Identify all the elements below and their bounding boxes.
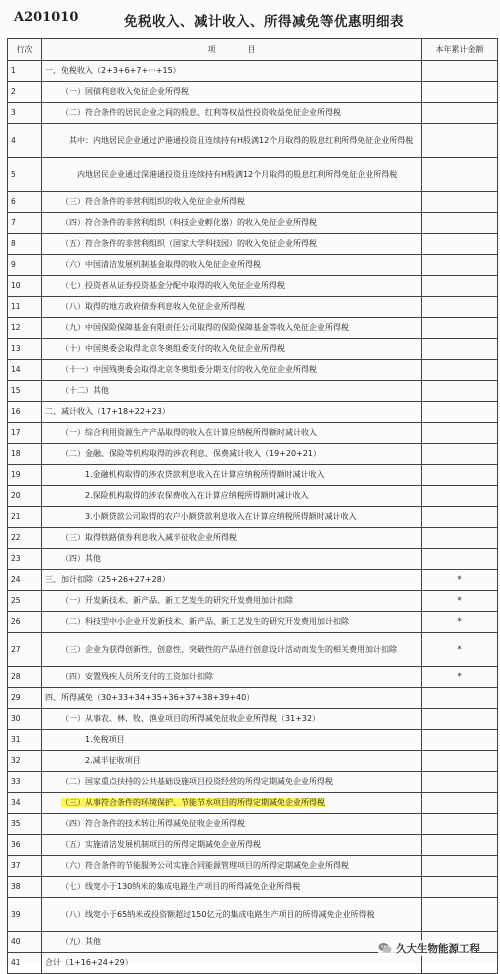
item-label: （二）符合条件的居民企业之间的股息、红利等权益性投资收益免征企业所得税 xyxy=(61,108,341,117)
item-cell xyxy=(42,730,422,751)
row-number: 24 xyxy=(11,575,21,584)
item-cell xyxy=(42,856,422,877)
row-number: 9 xyxy=(11,260,16,269)
row-number: 6 xyxy=(11,197,16,206)
table-row xyxy=(8,103,498,124)
table-row xyxy=(8,318,498,339)
row-number-cell xyxy=(8,423,42,444)
row-number: 31 xyxy=(11,735,21,744)
amount-cell[interactable] xyxy=(422,709,498,730)
item-cell xyxy=(42,591,422,612)
item-label: 2.保险机构取得的涉农保费收入在计算应纳税所得额时减计收入 xyxy=(85,491,309,500)
row-number-cell xyxy=(8,507,42,528)
amount-cell[interactable] xyxy=(422,444,498,465)
table-row xyxy=(8,276,498,297)
table-row xyxy=(8,751,498,772)
row-number-cell xyxy=(8,591,42,612)
table-row xyxy=(8,402,498,423)
amount-cell[interactable] xyxy=(422,486,498,507)
item-cell xyxy=(42,61,422,82)
amount-cell[interactable] xyxy=(422,465,498,486)
row-number: 2 xyxy=(11,87,16,96)
row-number: 32 xyxy=(11,756,21,765)
row-number: 16 xyxy=(11,407,21,416)
item-label: （四）其他 xyxy=(61,554,101,563)
form-code: A201010 xyxy=(14,10,79,25)
item-cell xyxy=(42,877,422,898)
preference-detail-table xyxy=(7,38,498,974)
item-label: 其中：内地居民企业通过沪港通投资且连续持有H股满12个月取得的股息红利所得免征企业所得税 xyxy=(69,135,414,145)
row-number: 10 xyxy=(11,281,21,290)
amount-cell[interactable] xyxy=(422,234,498,255)
item-label: （二）科技型中小企业开发新技术、新产品、新工艺发生的研究开发费用加计扣除 xyxy=(61,617,349,626)
item-cell xyxy=(42,255,422,276)
amount-cell[interactable] xyxy=(422,751,498,772)
item-cell xyxy=(42,688,422,709)
row-number: 1 xyxy=(11,66,16,75)
row-number-cell xyxy=(8,688,42,709)
item-label: 1.金融机构取得的涉农贷款利息收入在计算应纳税所得额时减计收入 xyxy=(85,470,325,479)
row-number: 39 xyxy=(11,909,21,919)
row-number-cell xyxy=(8,297,42,318)
amount-cell[interactable] xyxy=(422,507,498,528)
table-row xyxy=(8,570,498,591)
form-title: 免税收入、减计收入、所得减免等优惠明细表 xyxy=(124,14,404,30)
amount-cell[interactable] xyxy=(422,612,498,633)
column-header-item: 项 目 xyxy=(42,39,422,61)
row-number: 3 xyxy=(11,108,16,117)
row-number-cell xyxy=(8,953,42,974)
amount-cell[interactable] xyxy=(422,528,498,549)
table-row xyxy=(8,360,498,381)
amount-cell[interactable] xyxy=(422,570,498,591)
row-number-cell xyxy=(8,793,42,814)
item-label: （一）从事农、林、牧、渔业项目的所得减免征收企业所得税（31+32） xyxy=(61,714,321,723)
row-number-cell xyxy=(8,730,42,751)
row-number-cell xyxy=(8,751,42,772)
row-number: 40 xyxy=(11,937,21,946)
form-header xyxy=(14,10,490,28)
row-number-cell xyxy=(8,124,42,158)
row-number: 4 xyxy=(11,135,16,145)
item-cell xyxy=(42,528,422,549)
item-cell xyxy=(42,192,422,213)
item-cell xyxy=(42,465,422,486)
amount-cell[interactable] xyxy=(422,276,498,297)
item-label: （三）从事符合条件的环境保护、节能节水项目的所得定期减免企业所得税 xyxy=(61,798,325,807)
amount-cell[interactable] xyxy=(422,61,498,82)
amount-cell[interactable] xyxy=(422,255,498,276)
row-number: 19 xyxy=(11,470,21,479)
table-row xyxy=(8,591,498,612)
item-label: （十）中国奥委会取得北京冬奥组委支付的收入免征企业所得税 xyxy=(61,344,285,353)
item-label: （八）取得的地方政府债券利息收入免征企业所得税 xyxy=(61,302,245,311)
amount-cell[interactable] xyxy=(422,633,498,667)
item-label: （三）取得铁路债券利息收入减半征收企业所得税 xyxy=(61,533,237,542)
table-row xyxy=(8,61,498,82)
item-label: （二）国家重点扶持的公共基础设施项目投资经营的所得定期减免企业所得税 xyxy=(61,777,333,786)
row-number-cell xyxy=(8,82,42,103)
amount-cell[interactable] xyxy=(422,360,498,381)
item-cell xyxy=(42,814,422,835)
row-number-cell xyxy=(8,444,42,465)
item-cell xyxy=(42,932,422,953)
item-label: （四）符合条件的技术转让所得减免征收企业所得税 xyxy=(61,819,245,828)
item-label: （五）实施清洁发展机制项目的所得定期减免企业所得税 xyxy=(61,840,261,849)
table-row xyxy=(8,730,498,751)
row-number-cell xyxy=(8,612,42,633)
table-row xyxy=(8,192,498,213)
row-number: 20 xyxy=(11,491,21,500)
table-row xyxy=(8,158,498,192)
row-number-cell xyxy=(8,528,42,549)
table-row xyxy=(8,507,498,528)
item-label: （六）中国清洁发展机制基金取得的收入免征企业所得税 xyxy=(61,260,261,269)
row-number: 5 xyxy=(11,169,16,179)
item-cell xyxy=(42,612,422,633)
row-number-cell xyxy=(8,835,42,856)
item-cell xyxy=(42,360,422,381)
row-number-cell xyxy=(8,402,42,423)
item-cell xyxy=(42,633,422,667)
row-number-cell xyxy=(8,633,42,667)
table-header-row xyxy=(8,39,498,61)
table-row xyxy=(8,82,498,103)
row-number: 22 xyxy=(11,533,21,542)
table-row xyxy=(8,486,498,507)
item-cell xyxy=(42,318,422,339)
column-header-row-number: 行次 xyxy=(8,39,42,61)
row-number: 25 xyxy=(11,596,21,605)
item-label: （十一）中国残奥委会取得北京冬奥组委分期支付的收入免征企业所得税 xyxy=(61,365,317,374)
row-number-cell xyxy=(8,318,42,339)
row-number-cell xyxy=(8,103,42,124)
item-label: （一）开发新技术、新产品、新工艺发生的研究开发费用加计扣除 xyxy=(61,596,293,605)
amount-cell[interactable] xyxy=(422,318,498,339)
table-row xyxy=(8,612,498,633)
item-cell xyxy=(42,570,422,591)
table-row xyxy=(8,549,498,570)
row-number-cell xyxy=(8,276,42,297)
table-row xyxy=(8,465,498,486)
item-label: （三）企业为获得创新性、创意性、突破性的产品进行创意设计活动而发生的相关费用加计扣除 xyxy=(61,644,397,654)
item-cell xyxy=(42,507,422,528)
item-label: （七）线宽小于130纳米的集成电路生产项目的所得减免企业所得税 xyxy=(61,882,301,891)
item-label: （八）线宽小于65纳米或投资额超过150亿元的集成电路生产项目的所得减免企业所得税 xyxy=(61,909,375,919)
amount-cell[interactable] xyxy=(422,192,498,213)
row-number: 35 xyxy=(11,819,21,828)
item-cell xyxy=(42,124,422,158)
row-number: 21 xyxy=(11,512,21,521)
table-row xyxy=(8,255,498,276)
item-label: （三）符合条件的非营利组织的收入免征企业所得税 xyxy=(61,197,245,206)
row-number: 37 xyxy=(11,861,21,870)
item-label: （四）符合条件的非营利组织（科技企业孵化器）的收入免征企业所得税 xyxy=(61,218,317,227)
item-label: （二）金融、保险等机构取得的涉农利息、保费减计收入（19+20+21） xyxy=(61,449,321,458)
row-number-cell xyxy=(8,61,42,82)
row-number-cell xyxy=(8,158,42,192)
amount-cell[interactable] xyxy=(422,213,498,234)
item-cell xyxy=(42,898,422,932)
amount-cell[interactable] xyxy=(422,82,498,103)
table-row xyxy=(8,898,498,932)
table-row xyxy=(8,213,498,234)
item-label: （六）符合条件的节能服务公司实施合同能源管理项目的所得定期减免企业所得税 xyxy=(61,861,349,870)
table-row xyxy=(8,528,498,549)
amount-cell[interactable] xyxy=(422,103,498,124)
amount-cell[interactable] xyxy=(422,158,498,192)
row-number-cell xyxy=(8,255,42,276)
item-label: 2.减半征收项目 xyxy=(85,756,141,765)
row-number-cell xyxy=(8,213,42,234)
row-number: 7 xyxy=(11,218,16,227)
item-label: （七）投资者从证券投资基金分配中取得的收入免征企业所得税 xyxy=(61,281,285,290)
table-row xyxy=(8,772,498,793)
row-number: 30 xyxy=(11,714,21,723)
item-cell xyxy=(42,402,422,423)
row-number: 17 xyxy=(11,428,21,437)
amount-cell[interactable] xyxy=(422,856,498,877)
wechat-icon xyxy=(378,942,392,954)
item-label: 四、所得减免（30+33+34+35+36+37+38+39+40） xyxy=(45,693,255,702)
table-row xyxy=(8,814,498,835)
item-cell xyxy=(42,667,422,688)
item-cell xyxy=(42,444,422,465)
row-number: 11 xyxy=(11,302,21,311)
row-number-cell xyxy=(8,709,42,730)
table-body xyxy=(8,61,498,974)
item-cell xyxy=(42,486,422,507)
amount-cell[interactable] xyxy=(422,877,498,898)
watermark xyxy=(378,940,480,956)
item-cell xyxy=(42,835,422,856)
item-cell xyxy=(42,276,422,297)
item-cell xyxy=(42,793,422,814)
item-cell xyxy=(42,953,422,974)
amount-value: * xyxy=(457,575,462,585)
table-row xyxy=(8,667,498,688)
row-number-cell xyxy=(8,814,42,835)
table-row xyxy=(8,688,498,709)
amount-cell[interactable] xyxy=(422,835,498,856)
row-number: 18 xyxy=(11,449,21,458)
item-cell xyxy=(42,381,422,402)
amount-cell[interactable] xyxy=(422,688,498,709)
table-row xyxy=(8,835,498,856)
item-label: （九）其他 xyxy=(61,937,101,946)
item-cell xyxy=(42,709,422,730)
amount-cell[interactable] xyxy=(422,814,498,835)
row-number-cell xyxy=(8,465,42,486)
table-row xyxy=(8,444,498,465)
table-row xyxy=(8,381,498,402)
item-label: 3.小额贷款公司取得的农户小额贷款利息收入在计算应纳税所得额时减计收入 xyxy=(85,512,357,521)
table-row xyxy=(8,124,498,158)
row-number-cell xyxy=(8,898,42,932)
amount-cell[interactable] xyxy=(422,339,498,360)
item-label: 二、减计收入（17+18+22+23） xyxy=(45,407,170,416)
amount-cell[interactable] xyxy=(422,549,498,570)
row-number: 8 xyxy=(11,239,16,248)
item-label: （十二）其他 xyxy=(61,386,109,395)
amount-cell[interactable] xyxy=(422,772,498,793)
watermark-label: 久大生物能源工程 xyxy=(396,942,480,955)
item-cell xyxy=(42,772,422,793)
item-cell xyxy=(42,82,422,103)
table-row xyxy=(8,709,498,730)
item-cell xyxy=(42,423,422,444)
item-label: （一）国债利息收入免征企业所得税 xyxy=(61,87,189,96)
amount-cell[interactable] xyxy=(422,297,498,318)
row-number: 41 xyxy=(11,958,21,967)
item-label: 一、免税收入（2+3+6+7+···+15） xyxy=(45,66,181,75)
table-row xyxy=(8,793,498,814)
amount-cell[interactable] xyxy=(422,667,498,688)
table-row xyxy=(8,633,498,667)
row-number-cell xyxy=(8,192,42,213)
item-cell xyxy=(42,751,422,772)
amount-value: * xyxy=(457,596,462,606)
amount-value: * xyxy=(457,644,462,655)
item-cell xyxy=(42,234,422,255)
amount-cell[interactable] xyxy=(422,124,498,158)
row-number: 12 xyxy=(11,323,21,332)
row-number-cell xyxy=(8,667,42,688)
item-label: 三、加计扣除（25+26+27+28） xyxy=(45,575,170,584)
row-number-cell xyxy=(8,877,42,898)
item-label: （九）中国保险保障基金有限责任公司取得的保险保障基金等收入免征企业所得税 xyxy=(61,323,349,332)
row-number-cell xyxy=(8,856,42,877)
row-number: 26 xyxy=(11,617,21,626)
row-number-cell xyxy=(8,549,42,570)
item-label: 合计（1+16+24+29） xyxy=(45,958,133,967)
amount-value: * xyxy=(457,617,462,627)
row-number-cell xyxy=(8,486,42,507)
table-row xyxy=(8,339,498,360)
item-label: （四）安置残疾人员所支付的工资加计扣除 xyxy=(61,672,213,681)
row-number-cell xyxy=(8,570,42,591)
row-number: 15 xyxy=(11,386,21,395)
row-number-cell xyxy=(8,234,42,255)
item-cell xyxy=(42,339,422,360)
row-number-cell xyxy=(8,932,42,953)
row-number: 27 xyxy=(11,644,21,654)
row-number: 38 xyxy=(11,882,21,891)
table-row xyxy=(8,856,498,877)
amount-cell[interactable] xyxy=(422,591,498,612)
item-cell xyxy=(42,297,422,318)
row-number: 33 xyxy=(11,777,21,786)
row-number: 13 xyxy=(11,344,21,353)
item-cell xyxy=(42,549,422,570)
amount-cell[interactable] xyxy=(422,423,498,444)
item-label: （五）符合条件的非营利组织（国家大学科技园）的收入免征企业所得税 xyxy=(61,239,317,248)
row-number-cell xyxy=(8,360,42,381)
row-number: 36 xyxy=(11,840,21,849)
item-cell xyxy=(42,103,422,124)
item-cell xyxy=(42,158,422,192)
table-row xyxy=(8,877,498,898)
row-number: 28 xyxy=(11,672,21,681)
item-label: 1.免税项目 xyxy=(85,735,125,744)
amount-cell[interactable] xyxy=(422,381,498,402)
item-label: （一）综合利用资源生产产品取得的收入在计算应纳税所得额时减计收入 xyxy=(61,428,317,437)
row-number: 29 xyxy=(11,693,21,702)
row-number: 14 xyxy=(11,365,21,374)
row-number: 23 xyxy=(11,554,21,563)
column-header-amount: 本年累计金额 xyxy=(422,39,498,61)
row-number-cell xyxy=(8,772,42,793)
item-label: 内地居民企业通过深港通投资且连续持有H股满12个月取得的股息红利所得免征企业所得税 xyxy=(77,169,398,179)
item-cell xyxy=(42,213,422,234)
row-number: 34 xyxy=(11,798,21,807)
amount-cell[interactable] xyxy=(422,793,498,814)
amount-cell[interactable] xyxy=(422,402,498,423)
amount-cell[interactable] xyxy=(422,898,498,932)
row-number-cell xyxy=(8,339,42,360)
amount-cell[interactable] xyxy=(422,730,498,751)
table-row xyxy=(8,297,498,318)
table-row xyxy=(8,423,498,444)
amount-value: * xyxy=(457,672,462,682)
row-number-cell xyxy=(8,381,42,402)
table-row xyxy=(8,234,498,255)
